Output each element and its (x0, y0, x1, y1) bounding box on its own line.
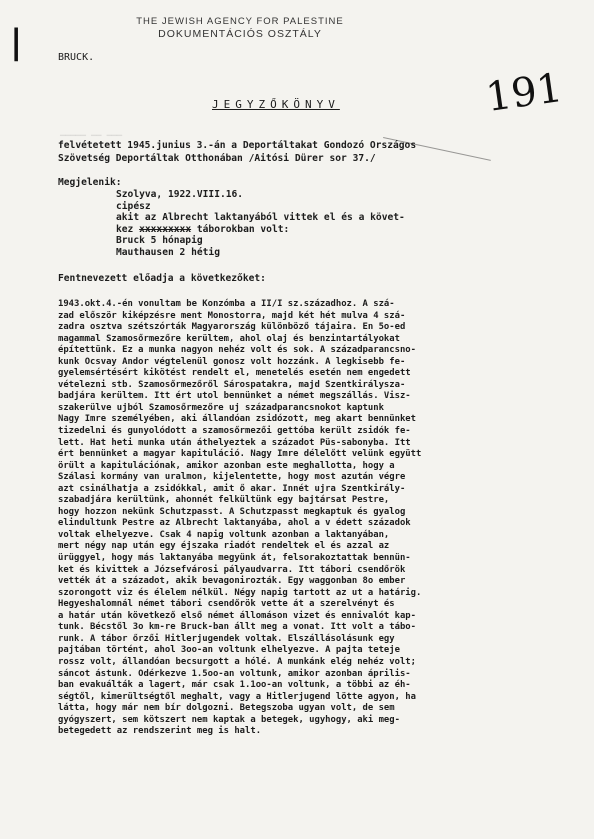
body-line: szabadjára kerültünk, ahonnét felkültünk egy bajtársat Pestre, (58, 495, 390, 506)
body-line: 1943.okt.4.-én vonultam be Konzómba a II/I sz.századhoz. A szá- (58, 299, 395, 309)
body-line: ban evakuálták a lagert, már csak 1.1oo-an voltunk, a többi az éh- (58, 680, 411, 691)
body-line: gyógyszert, sem kötszert nem kaptak a betegek, ugyhogy, aki meg- (58, 714, 400, 725)
intro-line: Szövetség Deportáltak Otthonában /Aitósi Dürer sor 37./ (58, 152, 376, 164)
body-line: szakerülve ujból Szamosőrmezőre uj századparancsnokot kaptunk (58, 402, 384, 413)
body-line: zadra osztva szétszórták Magyarország különböző tájaira. En 5o-ed (58, 322, 406, 333)
body-line: hogy hozzon nekünk Schutzpasst. A Schutzpasst megkaptuk és gyalog (58, 506, 406, 517)
letterhead-line-1: THE JEWISH AGENCY FOR PALESTINE (136, 16, 344, 27)
body-line: voltak elhelyezve. Csak 4 napig voltunk azonban a laktanyában, (58, 529, 390, 540)
body-line: vételezni stb. Szamosőrmezőről Sárospatakra, majd Szentkirálysza- (58, 379, 406, 390)
body-line: Nagy Imre személyében, aki állandóan zsidózott, meg akart bennünket (58, 414, 416, 425)
place-label: BRUCK. (58, 52, 95, 63)
camp-entry: Mauthausen 2 hétig (116, 246, 220, 258)
body-line: látta, hogy már nem bír dolgozni. Betegszoba ugyan volt, de sem (58, 703, 395, 714)
record-intro (58, 140, 558, 165)
body-line: tunk. Bécstől 3o km-re Bruck-ban állt meg a vonat. Itt volt a tábo- (58, 622, 416, 633)
body-line: magammal Szamosőrmezőre kerültem, ahol olaj és benzintartályokat (58, 333, 400, 344)
witness-camps-intro: akit az Albrecht laktanyából vittek el és a követ- (116, 212, 405, 223)
body-line: ségtől, kimerültségtől meghalt, vagy a Hitlerjugend lötte agyon, ha (58, 691, 416, 702)
struck-out-text: xxxxxxxxx (139, 223, 192, 235)
body-line: gyelemsértésért kikötést rendelt el, menetelés esetén nem engedett (58, 368, 411, 379)
body-line: sáncot ástunk. Odérkezve 1.5oo-an voltunk, amikor azonban április- (58, 668, 411, 679)
body-line: örült a kapitulációnak, amikor azonban este meghallotta, hogy a (58, 460, 395, 471)
camps-suffix: táborokban volt: (196, 223, 290, 235)
handwritten-folio-number: 191 (483, 64, 566, 122)
body-line: pajtában történt, ahol 3oo-an voltunk elhelyezve. A pajta teteje (58, 645, 400, 656)
testimony-body (58, 299, 558, 738)
body-line: betegedett az rendszerint meg is halt. (58, 726, 262, 737)
body-line: elindultunk Pestre az Albrecht laktanyába, ahol a v édett századok (58, 518, 411, 529)
body-line: mert négy nap után egy éjszaka riadót rendeltek el és azzal az (58, 541, 390, 552)
body-line: lett. Hat heti munka után áthelyeztek a századot Püs-sabonyba. Itt (58, 437, 411, 448)
document-title: JEGYZŐKÖNYV (212, 98, 340, 111)
body-line: Szálasi kormány van uralmon, kijelentette, hogy most azután végre (58, 472, 406, 483)
witness-birth: Szolyva, 1922.VIII.16. (116, 189, 244, 200)
witness-occupation: cipész (116, 200, 151, 212)
camp-entry: Bruck 5 hónapig (116, 235, 203, 246)
body-line: vették át a századot, akik bevagonirozták. Egy waggonban 8o ember (58, 576, 406, 587)
witness-camps-line-2 (116, 224, 405, 236)
statement-intro: Fentnevezett előadja a következőket: (58, 273, 266, 284)
appeared-label: Megjelenik: (58, 177, 122, 188)
body-line: zad először kiképzésre ment Monostorra, majd két hét mulva 4 szá- (58, 310, 406, 321)
body-line: ért bennünket a magyar kapituláció. Nagy Imre délelőtt velünk együtt (58, 449, 422, 460)
body-line: építettünk. Ez a munka nagyon nehéz volt és sok. A századparancsno- (58, 345, 416, 356)
body-line: szorongott viz és élelem nélkül. Négy napig tartott az ut a határig. (58, 587, 422, 598)
intro-line: felvétetett 1945.junius 3.-án a Deportáltakat Gondozó Országos (58, 140, 417, 151)
bleed-through-mark: ▁▁▁▁▁ ▁▁ ▁▁▁ (60, 127, 123, 137)
body-line: azt csinálhatja a zsidókkal, amit ő akar. Innét ujra Szentkirály- (58, 483, 406, 494)
witness-details (116, 189, 405, 258)
body-line: ket és kivittek a Józsefvárosi pályaudvarra. Itt tábori csendőrök (58, 564, 406, 575)
body-line: tizedelni és gunyolódott a szamosőrmezői gettóba került zsidók fe- (58, 426, 411, 437)
margin-handwritten-mark: | (10, 22, 23, 62)
body-line: rossz volt, állandóan becsurgott a hólé. A munkánk elég nehéz volt; (58, 656, 416, 667)
body-line: ürüggyel, hogy más laktanyába megyünk át, felsorakoztattak bennün- (58, 553, 411, 564)
body-line: a határ után következő első német állomáson vizet és ennivalót kap- (58, 610, 416, 621)
body-line: Hegyeshalomnál német tábori csendőrök vette át a szerelvényt és (58, 599, 395, 610)
body-line: badjára kerültem. Itt ért utol bennünket a német megszállás. Visz- (58, 391, 411, 402)
letterhead-line-2: DOKUMENTÁCIÓS OSZTÁLY (158, 28, 322, 40)
letterhead-stamp (130, 16, 350, 40)
body-line: runk. A tábor őrzői Hitlerjugendek voltak. Elszállásolásunk egy (58, 633, 395, 644)
camps-prefix: kez (116, 223, 134, 235)
body-line: kunk Ocsvay Andor végtelenül gonosz volt hozzánk. A legkisebb fe- (58, 356, 406, 367)
